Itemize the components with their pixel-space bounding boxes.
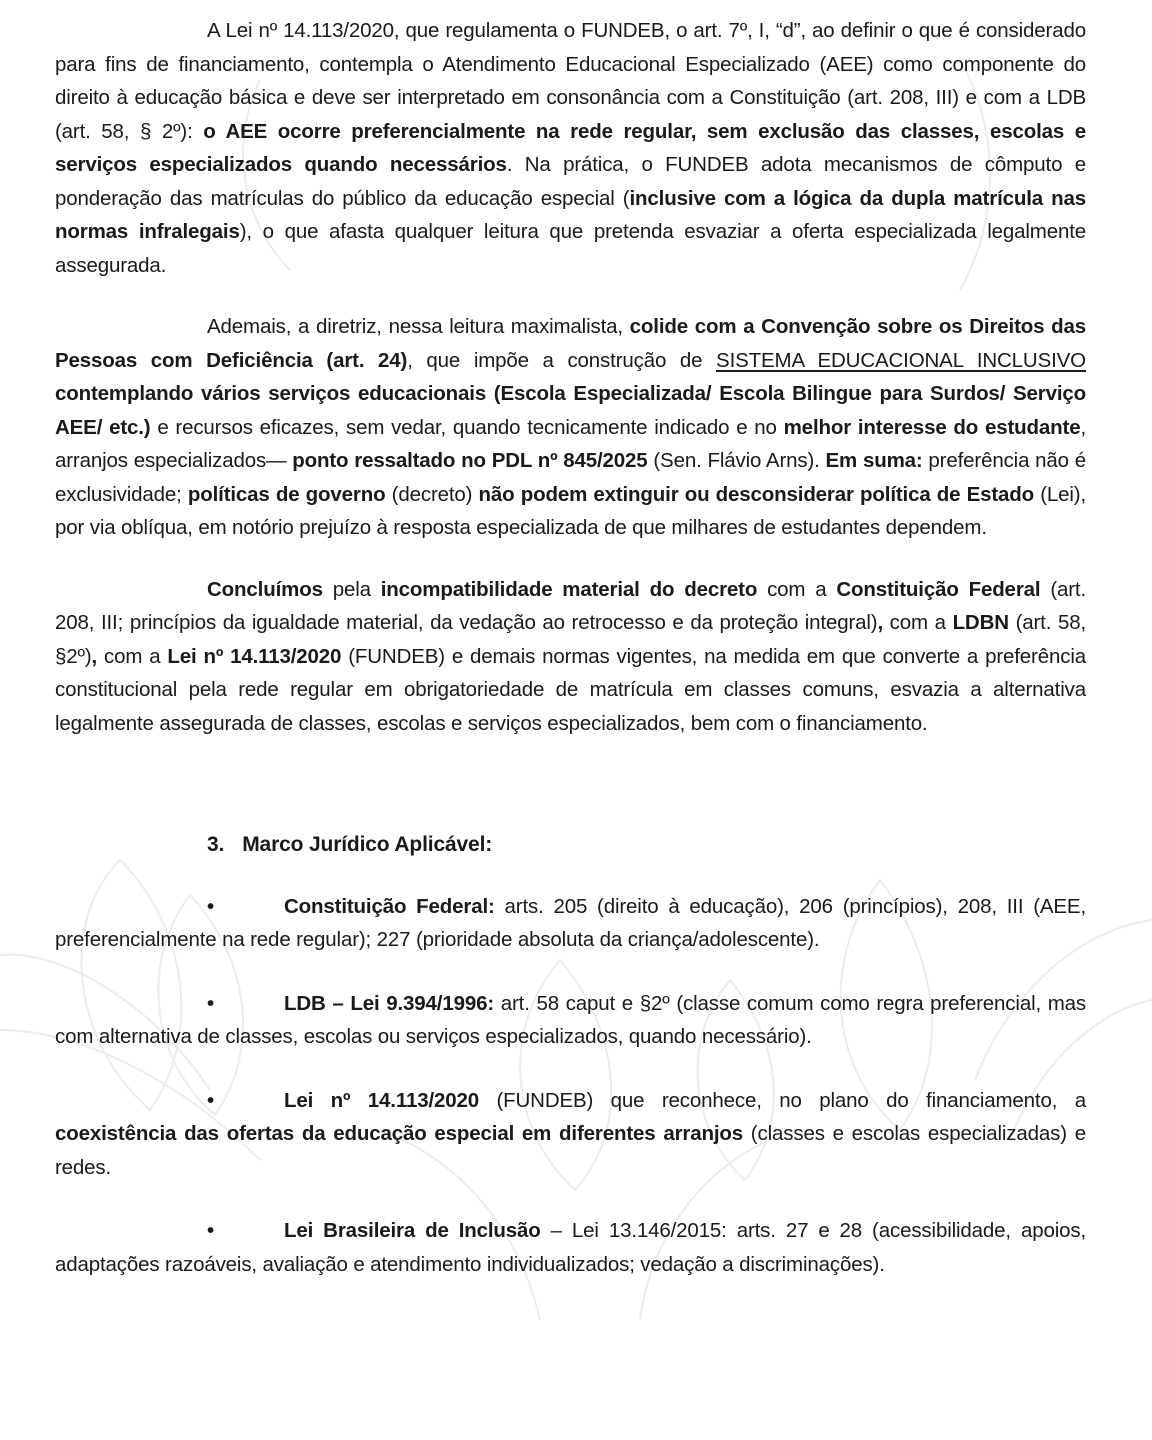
bold-text: melhor interesse do estudante [783, 415, 1081, 439]
bold-text: ponto ressaltado no PDL nº 845/2025 [292, 449, 648, 472]
bold-text: inclusive com a lógica da dupla matrícula nas normas infralegais [55, 186, 1086, 243]
bold-text: Constituição Federal [836, 577, 1041, 601]
underlined-text: SISTEMA EDUCACIONAL INCLUSIVO [716, 348, 1086, 372]
bold-text: Lei Brasileira de Inclusão [284, 1219, 541, 1242]
list-item-fundeb [55, 1084, 1086, 1185]
text-run: arts. 205 (direito à educação), 206 (princípios), 208, III (AEE, preferencialmente na rede regular); 227 (prioridade absoluta da criança/adolescente). [55, 894, 1087, 951]
text-run: (art. 58, §2º) [55, 611, 1086, 668]
text-run: com a [883, 611, 953, 634]
text-run: (FUNDEB) e demais normas vigentes, na medida em que converte a preferência constitucional pela rede regular em obrigatoriedade de matrícula em classes comuns, esvazia a alternativa legalmente assegurada de classes, escolas e serviços especializados, bem com o financiamento. [55, 644, 1086, 735]
bold-text: Constituição Federal: [284, 894, 495, 918]
bold-text: contemplando vários serviços educacionais (Escola Especializada/ Escola Bilingue para Surdos/ Serviço AEE/ etc.) [55, 382, 1086, 439]
bold-text: incompatibilidade material do decreto [380, 577, 758, 601]
text-run: Ademais, a diretriz, nessa leitura maximalista, [207, 315, 630, 338]
text-run: . Na prática, o FUNDEB adota mecanismos de cômputo e ponderação das matrículas do público da educação especial ( [55, 153, 1086, 210]
text-run: (decreto) [385, 482, 479, 506]
text-run: , arranjos especializados— [55, 415, 1086, 472]
bold-text: Lei nº 14.113/2020 [167, 644, 342, 668]
text-run: art. 58 caput e §2º (classe comum como regra preferencial, mas com alternativa de classes, escolas ou serviços especializados, quando necessário). [55, 991, 1087, 1048]
bold-text: Em suma: [825, 449, 923, 472]
bold-text: o AEE ocorre preferencialmente na rede regular, sem exclusão das classes, escolas e serviços especializados quando necessários [55, 119, 1086, 176]
text-run: (FUNDEB) que reconhece, no plano do financiamento, a [479, 1088, 1086, 1112]
text-run: , que impõe a construção de [407, 348, 717, 372]
bold-text: coexistência das ofertas da educação especial em diferentes arranjos [55, 1122, 744, 1145]
bold-text: colide com a Convenção sobre os Direitos das Pessoas com Deficiência (art. 24) [55, 315, 1086, 372]
bullet-icon: • [207, 1219, 215, 1242]
bold-text: LDB – Lei 9.394/1996: [284, 991, 495, 1015]
text-run: (Lei), por via oblíqua, em notório prejuízo à resposta especializada de que milhares de estudantes dependem. [55, 482, 1087, 539]
bold-text: , [91, 644, 98, 668]
text-run: A Lei nº 14.113/2020, que regulamenta o FUNDEB, o art. 7º, I, “d”, ao definir o que é considerado para fins de financiamento, contempla o Atendimento Educacional Especializado (AEE) como componente do direito à educação básica e deve ser interpretado em consonância com a Constituição (art. 208, III) e com a LDB (art. 58, § 2º): [55, 19, 1086, 143]
list-item-ldb [55, 987, 1086, 1054]
text-run: (Sen. Flávio Arns). [647, 449, 826, 472]
text-run: com a [97, 644, 168, 668]
bullet-icon: • [207, 1088, 215, 1112]
bold-text: Concluímos [207, 577, 323, 601]
text-run: ), o que afasta qualquer leitura que pretenda esvaziar a oferta especializada legalmente assegurada. [55, 220, 1086, 277]
bold-text: não podem extinguir ou desconsiderar política de Estado [478, 482, 1035, 506]
text-run: (art. 208, III; princípios da igualdade material, da vedação ao retrocesso e da proteção integral) [55, 577, 1087, 634]
section-heading [55, 828, 1086, 862]
legal-framework-list [55, 890, 1086, 1282]
text-run: e recursos eficazes, sem vedar, quando tecnicamente indicado e no [150, 415, 784, 439]
section-number: 3. [207, 833, 225, 856]
bold-text: , [877, 611, 884, 634]
text-run: com a [757, 577, 837, 601]
list-item-constituicao [55, 890, 1086, 957]
paragraph-convention [55, 310, 1086, 545]
text-run: (classes e escolas especializadas) e redes. [55, 1122, 1086, 1179]
list-item-lbi [55, 1214, 1086, 1281]
text-run: preferência não é exclusividade; [55, 449, 1086, 506]
section-title: Marco Jurídico Aplicável: [242, 833, 493, 856]
bold-text: políticas de governo [187, 482, 386, 506]
bold-text: Lei nº 14.113/2020 [284, 1088, 480, 1112]
bullet-icon: • [207, 991, 215, 1015]
text-run: – Lei 13.146/2015: arts. 27 e 28 (acessibilidade, apoios, adaptações razoáveis, avaliação e atendimento individualizados; vedação a discriminações). [55, 1219, 1086, 1276]
paragraph-conclusion [55, 573, 1086, 741]
bullet-icon: • [207, 894, 215, 918]
bold-text: LDBN [952, 611, 1009, 634]
paragraph-fundeb [55, 14, 1086, 282]
text-run: pela [322, 577, 381, 601]
